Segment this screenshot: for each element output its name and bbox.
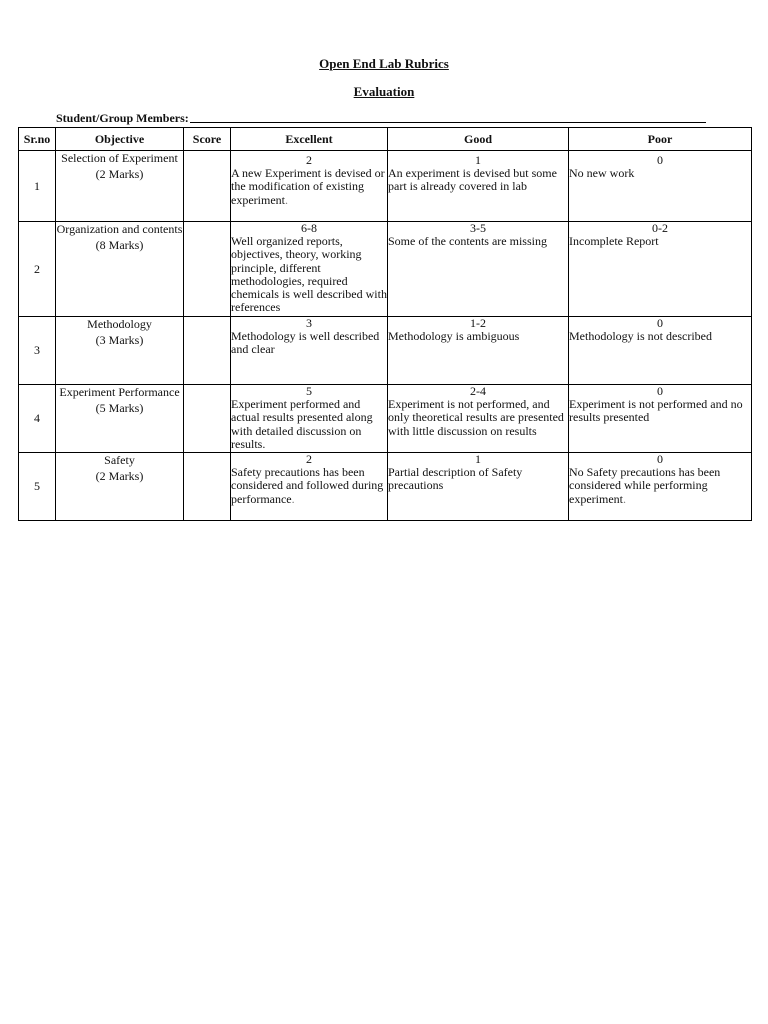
row-score-cell[interactable] <box>184 317 231 385</box>
excellent-desc: Experiment performed and actual results presented along with detailed discussion on results. <box>231 397 373 451</box>
excellent-score: 2 <box>306 452 312 466</box>
objective-marks: (2 Marks) <box>95 469 144 483</box>
objective-name: Selection of Experiment <box>61 151 178 165</box>
good-cell <box>388 317 569 385</box>
good-desc: Partial description of Safety precautions <box>388 465 523 493</box>
excellent-score: 5 <box>306 384 312 398</box>
poor-cell <box>569 453 752 521</box>
row-srno: 1 <box>19 151 56 222</box>
good-score: 2-4 <box>470 384 486 398</box>
row-srno: 5 <box>19 453 56 521</box>
table-row <box>19 222 752 317</box>
poor-desc: No new work <box>569 166 635 181</box>
row-srno: 3 <box>19 317 56 385</box>
row-objective <box>56 453 184 521</box>
col-header-srno: Sr.no <box>19 128 56 151</box>
row-score-cell[interactable] <box>184 222 231 317</box>
good-cell <box>388 453 569 521</box>
good-score: 1-2 <box>470 316 486 330</box>
table-row <box>19 151 752 222</box>
good-cell <box>388 151 569 222</box>
good-desc: Methodology is ambiguous <box>388 329 520 344</box>
col-header-poor: Poor <box>569 128 752 151</box>
objective-marks: (8 Marks) <box>95 238 144 252</box>
poor-cell <box>569 317 752 385</box>
row-objective <box>56 385 184 453</box>
table-row <box>19 453 752 521</box>
page-subtitle: Evaluation <box>353 84 415 99</box>
objective-marks: (3 Marks) <box>95 333 144 347</box>
header-row <box>19 128 752 151</box>
excellent-cell <box>231 385 388 453</box>
col-header-objective: Objective <box>56 128 184 151</box>
excellent-desc: Well organized reports, objectives, theory, working principle, different methodologies, required chemicals is well described with references <box>231 234 387 315</box>
excellent-score: 3 <box>306 316 312 330</box>
poor-desc: Experiment is not performed and no results presented <box>569 397 743 425</box>
objective-name: Safety <box>104 453 135 467</box>
table-row <box>19 385 752 453</box>
objective-name: Experiment Performance <box>59 385 180 399</box>
poor-desc: Incomplete Report <box>569 234 659 249</box>
rubric-table <box>18 127 752 521</box>
good-desc: An experiment is devised but some part is already covered in lab <box>388 166 557 194</box>
good-score: 3-5 <box>470 221 486 235</box>
row-objective <box>56 317 184 385</box>
row-score-cell[interactable] <box>184 151 231 222</box>
excellent-desc: Safety precautions has been considered and followed during performance. <box>231 465 384 506</box>
good-score: 1 <box>475 452 481 466</box>
row-objective <box>56 222 184 317</box>
page-title: Open End Lab Rubrics <box>319 56 449 71</box>
excellent-desc: A new Experiment is devised or the modification of existing experiment. <box>231 166 385 207</box>
poor-cell <box>569 151 752 222</box>
objective-name: Methodology <box>87 317 152 331</box>
members-blank-line <box>190 122 706 123</box>
excellent-cell <box>231 222 388 317</box>
good-cell <box>388 385 569 453</box>
good-score: 1 <box>475 153 481 167</box>
objective-marks: (5 Marks) <box>95 401 144 415</box>
col-header-good: Good <box>388 128 569 151</box>
row-srno: 4 <box>19 385 56 453</box>
poor-score: 0 <box>657 452 663 466</box>
excellent-cell <box>231 151 388 222</box>
objective-name: Organization and contents <box>56 222 183 236</box>
col-header-score: Score <box>184 128 231 151</box>
good-desc: Some of the contents are missing <box>388 234 547 249</box>
objective-marks: (2 Marks) <box>95 167 144 181</box>
poor-cell <box>569 385 752 453</box>
members-label: Student/Group Members: <box>56 111 189 125</box>
excellent-cell <box>231 453 388 521</box>
excellent-desc: Methodology is well described and clear <box>231 329 380 357</box>
poor-cell <box>569 222 752 317</box>
poor-score: 0 <box>657 316 663 330</box>
row-score-cell[interactable] <box>184 453 231 521</box>
table-row <box>19 317 752 385</box>
excellent-cell <box>231 317 388 385</box>
row-srno: 2 <box>19 222 56 317</box>
good-cell <box>388 222 569 317</box>
col-header-excellent: Excellent <box>231 128 388 151</box>
poor-score: 0 <box>657 384 663 398</box>
poor-score: 0 <box>657 153 663 167</box>
row-score-cell[interactable] <box>184 385 231 453</box>
poor-score: 0-2 <box>652 221 668 235</box>
excellent-score: 6-8 <box>301 221 317 235</box>
row-objective <box>56 151 184 222</box>
excellent-score: 2 <box>306 153 312 167</box>
good-desc: Experiment is not performed, and only theoretical results are presented with little discussion on results <box>388 397 564 438</box>
poor-desc: No Safety precautions has been considered while performing experiment. <box>569 465 721 506</box>
poor-desc: Methodology is not described <box>569 329 712 344</box>
